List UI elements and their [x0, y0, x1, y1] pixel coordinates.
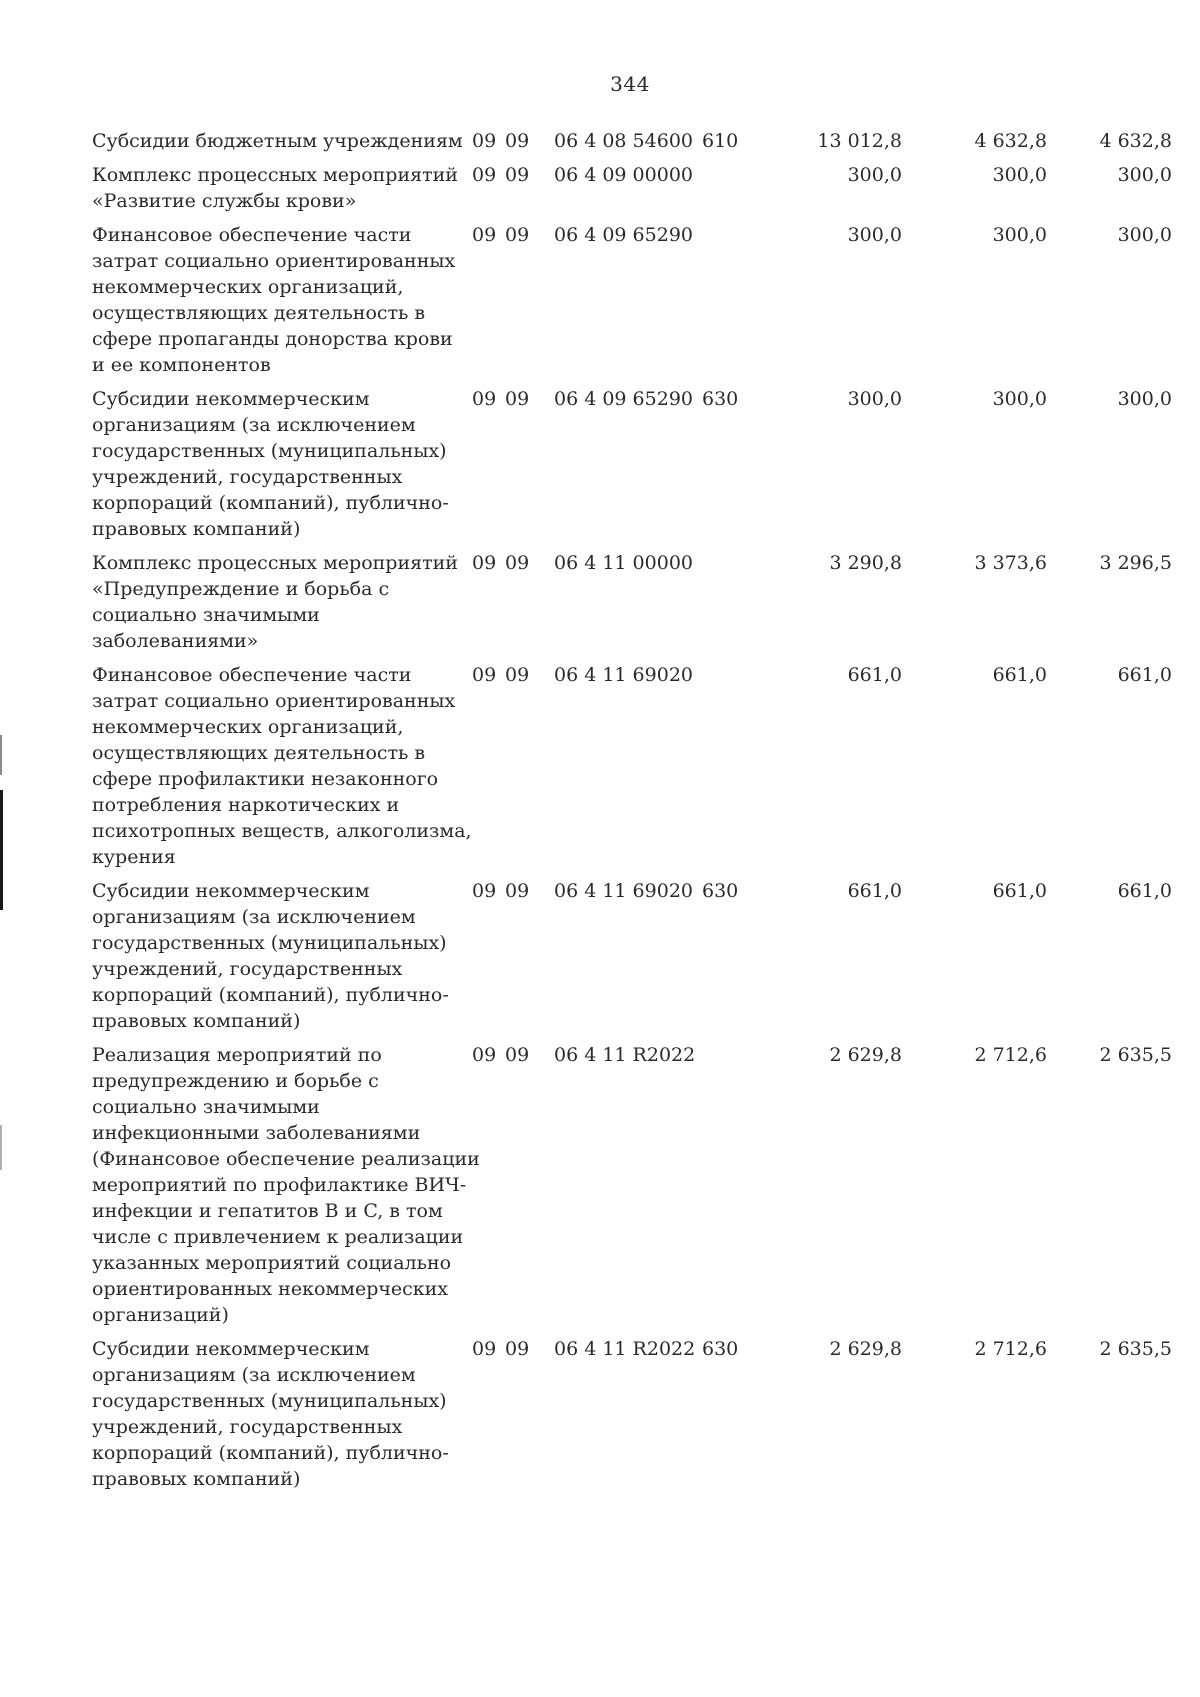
item-name-line: учреждений, государственных: [92, 466, 403, 488]
item-name-line: психотропных веществ, алкоголизма,: [92, 820, 472, 842]
item-name-line: учреждений, государственных: [92, 1416, 403, 1438]
item-name-line: осуществляющих деятельность в: [92, 742, 426, 764]
item-name-line: и ее компонентов: [92, 354, 271, 376]
item-name-line: затрат социально ориентированных: [92, 250, 456, 272]
item-name-line: организациям (за исключением: [92, 414, 416, 436]
scan-edge-mark: [0, 735, 2, 775]
budget-table: [92, 128, 1172, 1500]
target-article-cell: 06 4 11 R2022: [554, 1338, 696, 1360]
amount-year2-cell: 661,0: [992, 880, 1047, 902]
amount-year1-cell: 2 629,8: [829, 1044, 902, 1066]
item-name-line: ориентированных некоммерческих: [92, 1278, 449, 1300]
amount-year3-cell: 300,0: [1117, 164, 1172, 186]
item-name-line: предупреждению и борьбе с: [92, 1070, 379, 1092]
razdel-cell: 09: [472, 880, 497, 902]
target-article-cell: 06 4 11 69020: [554, 880, 694, 902]
item-name-line: Финансовое обеспечение части: [92, 664, 412, 686]
table-row: [92, 222, 1172, 386]
table-row: [92, 162, 1172, 222]
item-name-line: (Финансовое обеспечение реализации: [92, 1148, 480, 1170]
page-number: 344: [610, 72, 650, 96]
amount-year1-cell: 300,0: [847, 224, 902, 246]
table-row: [92, 1042, 1172, 1336]
expense-type-cell: 630: [702, 880, 739, 902]
item-name-line: потребления наркотических и: [92, 794, 400, 816]
amount-year3-cell: 4 632,8: [1099, 130, 1172, 152]
item-name-line: «Предупреждение и борьба с: [92, 578, 390, 600]
item-name-line: числе с привлечением к реализации: [92, 1226, 464, 1248]
razdel-cell: 09: [472, 552, 497, 574]
item-name-line: государственных (муниципальных): [92, 932, 447, 954]
item-name-line: Комплекс процессных мероприятий: [92, 164, 458, 186]
amount-year1-cell: 661,0: [847, 880, 902, 902]
item-name-line: Реализация мероприятий по: [92, 1044, 382, 1066]
amount-year1-cell: 661,0: [847, 664, 902, 686]
expense-type-cell: 630: [702, 388, 739, 410]
target-article-cell: 06 4 11 69020: [554, 664, 694, 686]
item-name-line: социально значимыми: [92, 1096, 320, 1118]
amount-year1-cell: 300,0: [847, 388, 902, 410]
item-name-line: некоммерческих организаций,: [92, 276, 404, 298]
item-name-line: затрат социально ориентированных: [92, 690, 456, 712]
podrazdel-cell: 09: [505, 880, 530, 902]
razdel-cell: 09: [472, 388, 497, 410]
item-name-line: учреждений, государственных: [92, 958, 403, 980]
amount-year3-cell: 2 635,5: [1099, 1044, 1172, 1066]
item-name-line: Субсидии некоммерческим: [92, 880, 370, 902]
amount-year2-cell: 300,0: [992, 388, 1047, 410]
razdel-cell: 09: [472, 224, 497, 246]
item-name-cell: [92, 662, 472, 878]
table-row: [92, 386, 1172, 550]
amount-year2-cell: 4 632,8: [974, 130, 1047, 152]
item-name-line: государственных (муниципальных): [92, 440, 447, 462]
item-name-line: организациям (за исключением: [92, 906, 416, 928]
podrazdel-cell: 09: [505, 552, 530, 574]
amount-year2-cell: 2 712,6: [974, 1338, 1047, 1360]
item-name-line: правовых компаний): [92, 1468, 301, 1490]
razdel-cell: 09: [472, 130, 497, 152]
amount-year3-cell: 661,0: [1117, 880, 1172, 902]
item-name-line: социально значимыми: [92, 604, 320, 626]
item-name-line: инфекционными заболеваниями: [92, 1122, 421, 1144]
table-row: [92, 550, 1172, 662]
item-name-line: осуществляющих деятельность в: [92, 302, 426, 324]
item-name-line: Субсидии некоммерческим: [92, 388, 370, 410]
item-name-line: указанных мероприятий социально: [92, 1252, 452, 1274]
item-name-line: корпораций (компаний), публично-: [92, 1442, 449, 1464]
podrazdel-cell: 09: [505, 1044, 530, 1066]
target-article-cell: 06 4 09 65290: [554, 224, 694, 246]
amount-year1-cell: 2 629,8: [829, 1338, 902, 1360]
item-name-line: сфере профилактики незаконного: [92, 768, 439, 790]
item-name-cell: [92, 878, 464, 1042]
target-article-cell: 06 4 11 R2022: [554, 1044, 696, 1066]
amount-year2-cell: 2 712,6: [974, 1044, 1047, 1066]
table-row: [92, 878, 1172, 1042]
item-name-line: организаций): [92, 1304, 229, 1326]
item-name-cell: [92, 222, 464, 386]
razdel-cell: 09: [472, 664, 497, 686]
item-name-line: некоммерческих организаций,: [92, 716, 404, 738]
expense-type-cell: 610: [702, 130, 739, 152]
item-name-line: мероприятий по профилактике ВИЧ-: [92, 1174, 467, 1196]
item-name-cell: [92, 1336, 464, 1500]
podrazdel-cell: 09: [505, 164, 530, 186]
item-name-line: Субсидии бюджетным учреждениям: [92, 130, 463, 152]
item-name-cell: [92, 1042, 480, 1336]
item-name-line: правовых компаний): [92, 1010, 301, 1032]
item-name-cell: [92, 162, 464, 222]
amount-year3-cell: 3 296,5: [1099, 552, 1172, 574]
item-name-line: сфере пропаганды донорства крови: [92, 328, 453, 350]
amount-year1-cell: 3 290,8: [829, 552, 902, 574]
item-name-cell: [92, 386, 464, 550]
podrazdel-cell: 09: [505, 130, 530, 152]
amount-year3-cell: 300,0: [1117, 388, 1172, 410]
amount-year3-cell: 661,0: [1117, 664, 1172, 686]
razdel-cell: 09: [472, 1044, 497, 1066]
amount-year1-cell: 13 012,8: [817, 130, 902, 152]
amount-year2-cell: 3 373,6: [974, 552, 1047, 574]
amount-year2-cell: 300,0: [992, 224, 1047, 246]
podrazdel-cell: 09: [505, 1338, 530, 1360]
item-name-line: курения: [92, 846, 176, 868]
amount-year3-cell: 300,0: [1117, 224, 1172, 246]
item-name-line: заболеваниями»: [92, 630, 259, 652]
item-name-line: корпораций (компаний), публично-: [92, 492, 449, 514]
table-row: [92, 662, 1172, 878]
item-name-line: государственных (муниципальных): [92, 1390, 447, 1412]
item-name-line: правовых компаний): [92, 518, 301, 540]
amount-year3-cell: 2 635,5: [1099, 1338, 1172, 1360]
podrazdel-cell: 09: [505, 664, 530, 686]
item-name-line: Субсидии некоммерческим: [92, 1338, 370, 1360]
target-article-cell: 06 4 09 00000: [554, 164, 694, 186]
item-name-line: организациям (за исключением: [92, 1364, 416, 1386]
expense-type-cell: 630: [702, 1338, 739, 1360]
amount-year2-cell: 661,0: [992, 664, 1047, 686]
amount-year2-cell: 300,0: [992, 164, 1047, 186]
target-article-cell: 06 4 09 65290: [554, 388, 694, 410]
target-article-cell: 06 4 11 00000: [554, 552, 694, 574]
razdel-cell: 09: [472, 164, 497, 186]
razdel-cell: 09: [472, 1338, 497, 1360]
item-name-line: «Развитие службы крови»: [92, 190, 357, 212]
item-name-line: инфекции и гепатитов B и C, в том: [92, 1200, 443, 1222]
scan-edge-mark: [0, 1125, 2, 1170]
target-article-cell: 06 4 08 54600: [554, 130, 694, 152]
item-name-line: Финансовое обеспечение части: [92, 224, 412, 246]
amount-year1-cell: 300,0: [847, 164, 902, 186]
item-name-line: корпораций (компаний), публично-: [92, 984, 449, 1006]
item-name-cell: [92, 550, 464, 662]
podrazdel-cell: 09: [505, 224, 530, 246]
table-row: [92, 1336, 1172, 1500]
podrazdel-cell: 09: [505, 388, 530, 410]
scan-edge-mark: [0, 790, 3, 910]
item-name-cell: [92, 128, 464, 162]
table-row: [92, 128, 1172, 162]
item-name-line: Комплекс процессных мероприятий: [92, 552, 458, 574]
